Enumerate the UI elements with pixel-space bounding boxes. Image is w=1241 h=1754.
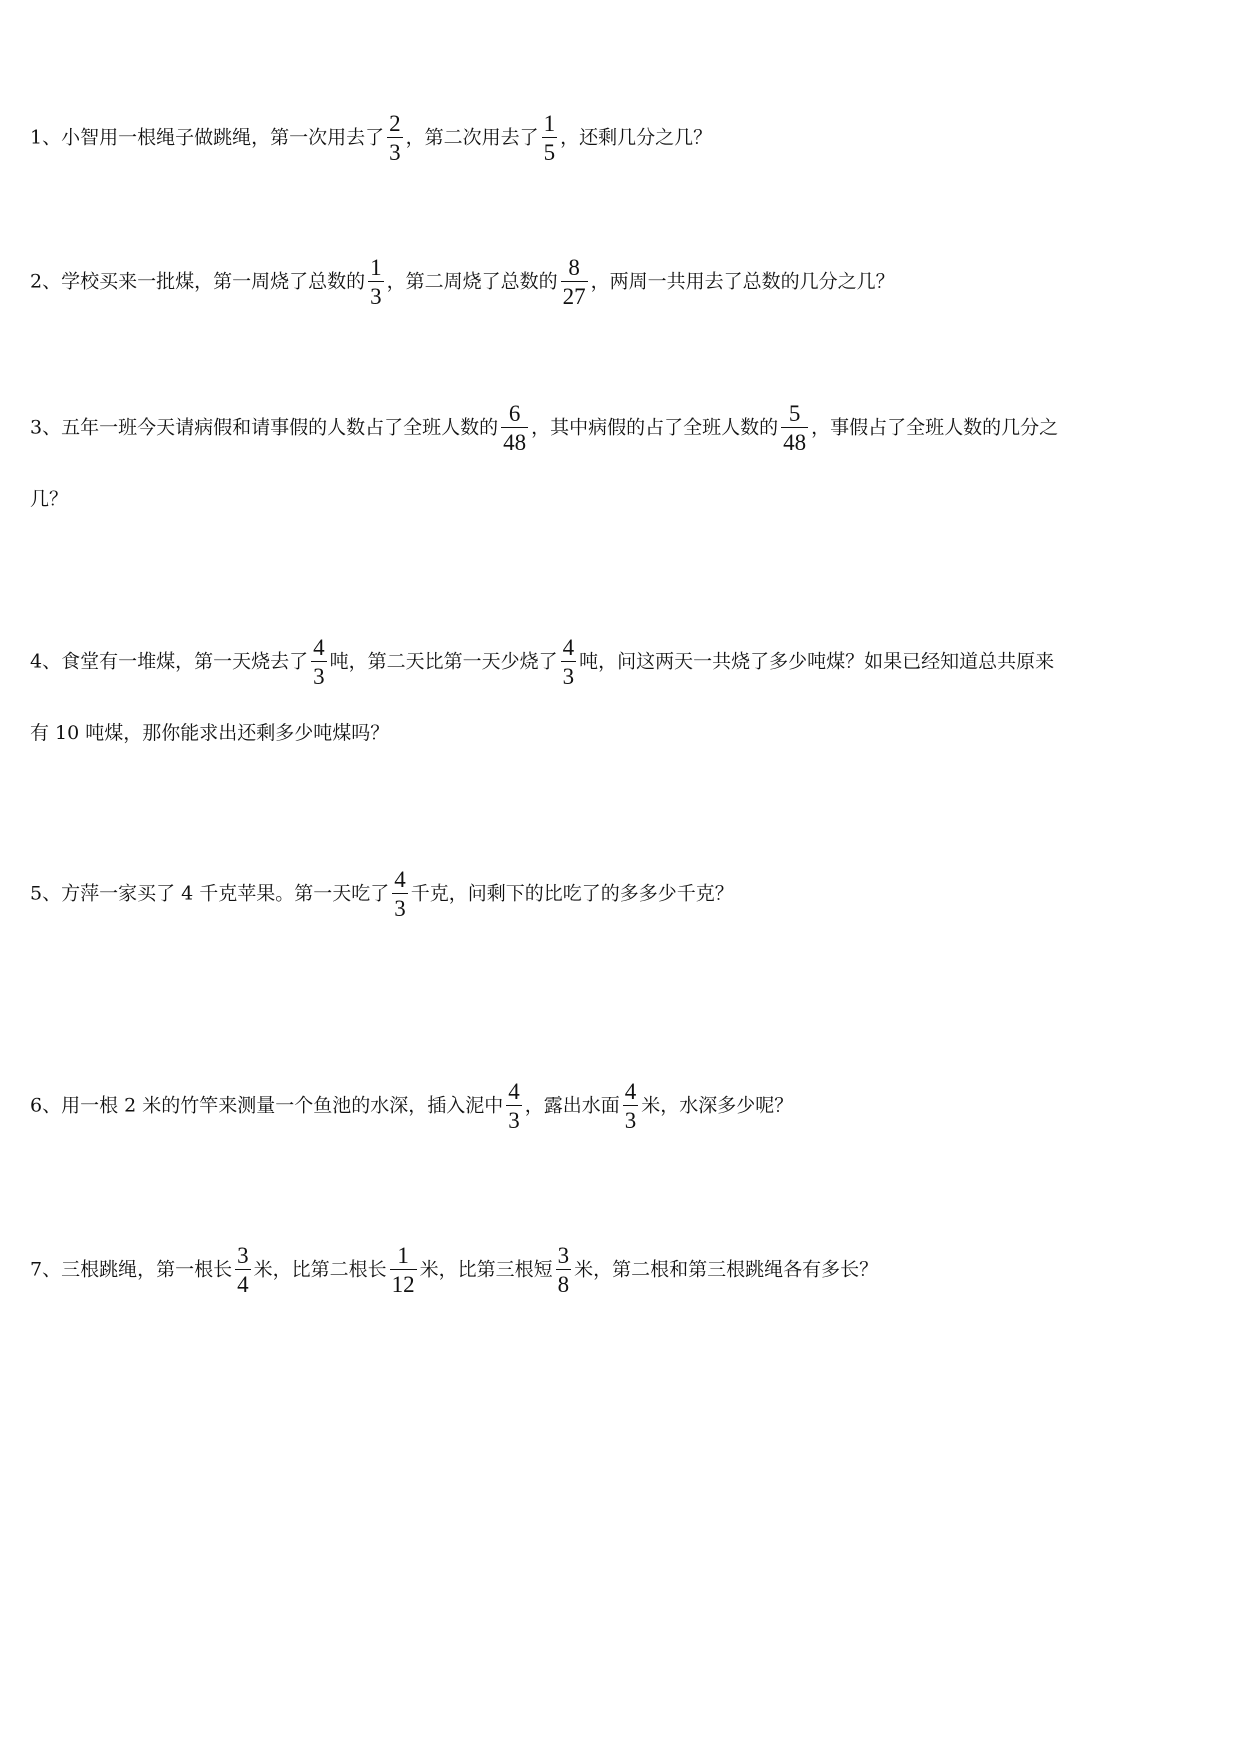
fraction-denominator: 3 xyxy=(370,284,382,309)
problem-text: ，露出水面 xyxy=(524,1094,620,1117)
fraction xyxy=(781,402,808,454)
problem-5 xyxy=(30,868,1210,920)
fraction xyxy=(561,636,577,688)
fraction xyxy=(542,112,558,164)
fraction-numerator: 1 xyxy=(543,111,556,136)
problem-2 xyxy=(30,256,1210,308)
fraction-denominator: 27 xyxy=(562,284,586,309)
problem-text: ，第二次用去了 xyxy=(405,126,539,149)
problem-text: 5、方萍一家买了 4 千克苹果。第一天吃了 xyxy=(30,882,390,905)
fraction-denominator: 48 xyxy=(783,430,807,455)
fraction-denominator: 12 xyxy=(391,1272,415,1297)
problem-text: 4、食堂有一堆煤，第一天烧去了 xyxy=(30,650,309,673)
problem-4 xyxy=(30,636,1210,745)
fraction xyxy=(390,1244,417,1296)
fraction-numerator: 1 xyxy=(390,1244,417,1270)
problem-text: 千克，问剩下的比吃了的多多少千克？ xyxy=(410,882,734,905)
fraction-numerator: 3 xyxy=(557,1243,570,1268)
problem-text: 吨，问这两天一共烧了多少吨煤？如果已经知道总共原来 xyxy=(579,650,1055,673)
fraction-numerator: 4 xyxy=(508,1079,520,1104)
fraction xyxy=(368,256,384,308)
fraction-numerator: 2 xyxy=(389,111,401,136)
fraction xyxy=(387,112,403,164)
fraction xyxy=(561,256,588,308)
fraction-denominator: 8 xyxy=(557,1272,570,1297)
problem-text: 3、五年一班今天请病假和请事假的人数占了全班人数的 xyxy=(30,416,499,439)
fraction-denominator: 3 xyxy=(313,664,325,689)
problem-text: 7、三根跳绳，第一根长 xyxy=(30,1258,233,1281)
fraction xyxy=(506,1080,522,1132)
fraction-denominator: 3 xyxy=(389,140,401,165)
fraction-denominator: 3 xyxy=(508,1108,520,1133)
problem-6 xyxy=(30,1080,1210,1132)
fraction xyxy=(235,1244,251,1296)
problem-text: ，两周一共用去了总数的几分之几？ xyxy=(590,270,895,293)
fraction xyxy=(556,1244,572,1296)
problem-text: ，还剩几分之几？ xyxy=(560,126,713,149)
problem-continuation: 几？ xyxy=(30,488,69,510)
problem-3 xyxy=(30,402,1210,511)
problem-text: 6、用一根 2 米的竹竿来测量一个鱼池的水深，插入泥中 xyxy=(30,1094,504,1117)
fraction-numerator: 4 xyxy=(313,635,325,660)
fraction-denominator: 3 xyxy=(394,896,406,921)
problem-text: ，第二周烧了总数的 xyxy=(386,270,558,293)
problem-1 xyxy=(30,112,1210,164)
fraction xyxy=(623,1080,639,1132)
problem-text: 2、学校买来一批煤，第一周烧了总数的 xyxy=(30,270,366,293)
problem-7 xyxy=(30,1244,1210,1296)
fraction-numerator: 4 xyxy=(562,635,575,660)
fraction-numerator: 4 xyxy=(624,1079,637,1104)
problem-continuation: 有 10 吨煤，那你能求出还剩多少吨煤吗？ xyxy=(30,722,390,744)
problem-text: 1、小智用一根绳子做跳绳，第一次用去了 xyxy=(30,126,385,149)
fraction xyxy=(501,402,528,454)
fraction-numerator: 8 xyxy=(561,256,588,282)
problem-text: 吨，第二天比第一天少烧了 xyxy=(329,650,558,673)
fraction-denominator: 48 xyxy=(503,430,527,455)
problem-text: ，事假占了全班人数的几分之 xyxy=(811,416,1059,439)
fraction xyxy=(311,636,327,688)
fraction-denominator: 5 xyxy=(543,140,556,165)
fraction-numerator: 6 xyxy=(501,402,528,428)
problem-text: ，其中病假的占了全班人数的 xyxy=(531,416,779,439)
fraction-denominator: 3 xyxy=(562,664,575,689)
problem-text: 米，水深多少呢？ xyxy=(641,1094,794,1117)
fraction-numerator: 3 xyxy=(237,1243,249,1268)
problem-text: 米，比第二根长 xyxy=(253,1258,387,1281)
fraction-numerator: 1 xyxy=(370,255,382,280)
fraction-numerator: 5 xyxy=(781,402,808,428)
fraction-denominator: 3 xyxy=(624,1108,637,1133)
fraction-denominator: 4 xyxy=(237,1272,249,1297)
problem-text: 米，第二根和第三根跳绳各有多长？ xyxy=(574,1258,879,1281)
fraction-numerator: 4 xyxy=(394,867,406,892)
fraction xyxy=(392,868,408,920)
problem-text: 米，比第三根短 xyxy=(419,1258,553,1281)
